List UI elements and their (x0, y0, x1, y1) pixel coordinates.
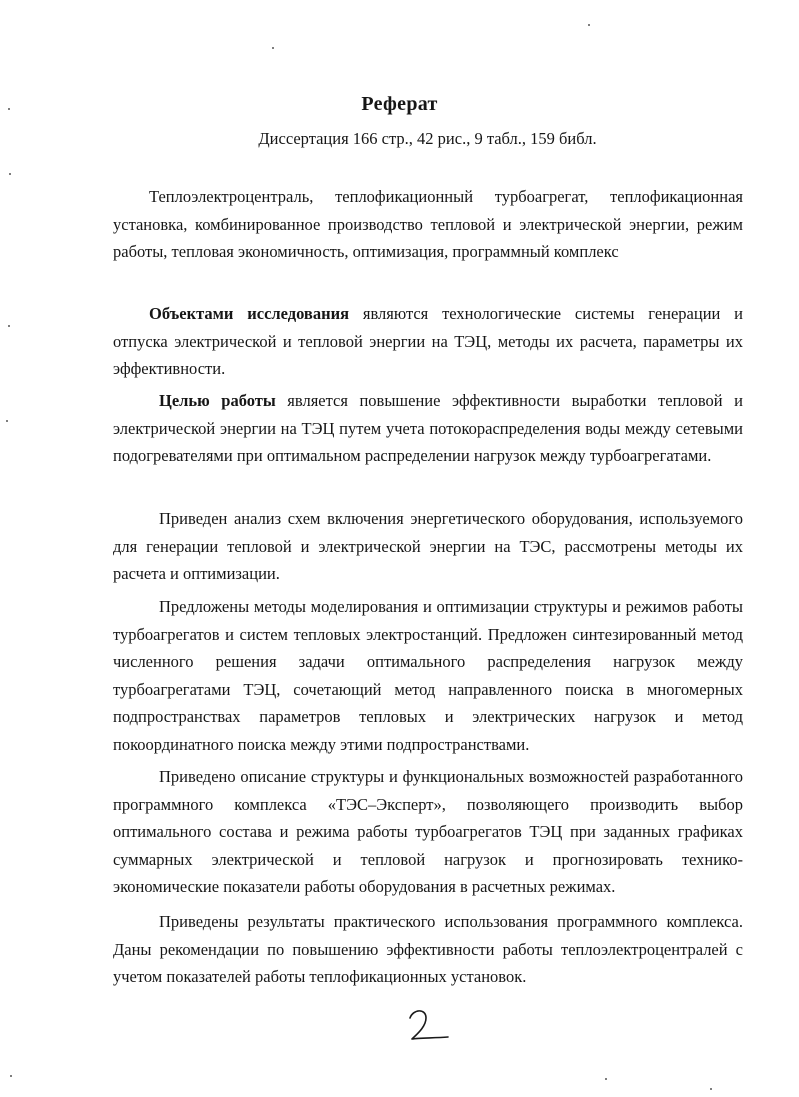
scan-speck (9, 173, 11, 175)
scan-speck (710, 1088, 712, 1090)
scan-speck (8, 325, 10, 327)
document-stats: Диссертация 166 стр., 42 рис., 9 табл., 159 библ. (258, 129, 597, 148)
research-objects-paragraph (113, 300, 743, 383)
keywords-paragraph: Теплоэлектроцентраль, теплофикационный турбоагрегат, теплофикационная установка, комбинированное производство тепловой и электрической энергии, режим работы, тепловая экономичность, оптимизация, программный комплекс (113, 187, 743, 261)
research-objects-text: являются технологические системы генерации и отпуска электрической и тепловой энергии на ТЭЦ, методы их расчета, параметры их эффективности. (113, 304, 743, 378)
software-description-paragraph: Приведено описание структуры и функциональных возможностей разработанного программного комплекса «ТЭС–Эксперт», позволяющего производить выбор оптимального состава и режима работы турбоагрегатов ТЭЦ при заданных графиках суммарных электрической и тепловой нагрузок и прогнозировать технико-экономические показатели работы оборудования в расчетных режимах. (113, 767, 743, 896)
scan-speck (10, 1075, 12, 1077)
research-objects-lead: Объектами исследования (149, 304, 350, 323)
page-title: Реферат (361, 93, 438, 115)
scan-speck (272, 47, 274, 49)
analysis-paragraph: Приведен анализ схем включения энергетического оборудования, используемого для генерации тепловой и электрической энергии на ТЭС, рассмотрены методы их расчета и оптимизации. (113, 509, 743, 583)
research-goal-paragraph (113, 387, 743, 470)
methods-paragraph: Предложены методы моделирования и оптимизации структуры и режимов работы турбоагрегатов и систем тепловых электростанций. Предложен синтезированный метод численного решения задачи оптимального распределения нагрузок между турбоагрегатами ТЭЦ, сочетающий метод направленного поиска в многомерных подпространствах параметров тепловых и электрических нагрузок и метод покоординатного поиска между этими подпространствами. (113, 597, 743, 754)
research-goal-lead: Целью работы (159, 391, 276, 410)
results-paragraph: Приведены результаты практического использования программного комплекса. Даны рекомендации по повышению эффективности работы теплоэлектроцентралей с учетом показателей работы теплофикационных установок. (113, 912, 743, 986)
research-goal-text: является повышение эффективности выработки тепловой и электрической энергии на ТЭЦ путем учета потокораспределения воды между сетевыми подогревателями при оптимальном распределении нагрузок между турбоагрегатами. (113, 391, 743, 465)
scan-speck (8, 108, 10, 110)
scan-speck (588, 24, 590, 26)
scan-speck (605, 1078, 607, 1080)
scan-speck (6, 420, 8, 422)
handwritten-page-number (404, 1006, 454, 1048)
